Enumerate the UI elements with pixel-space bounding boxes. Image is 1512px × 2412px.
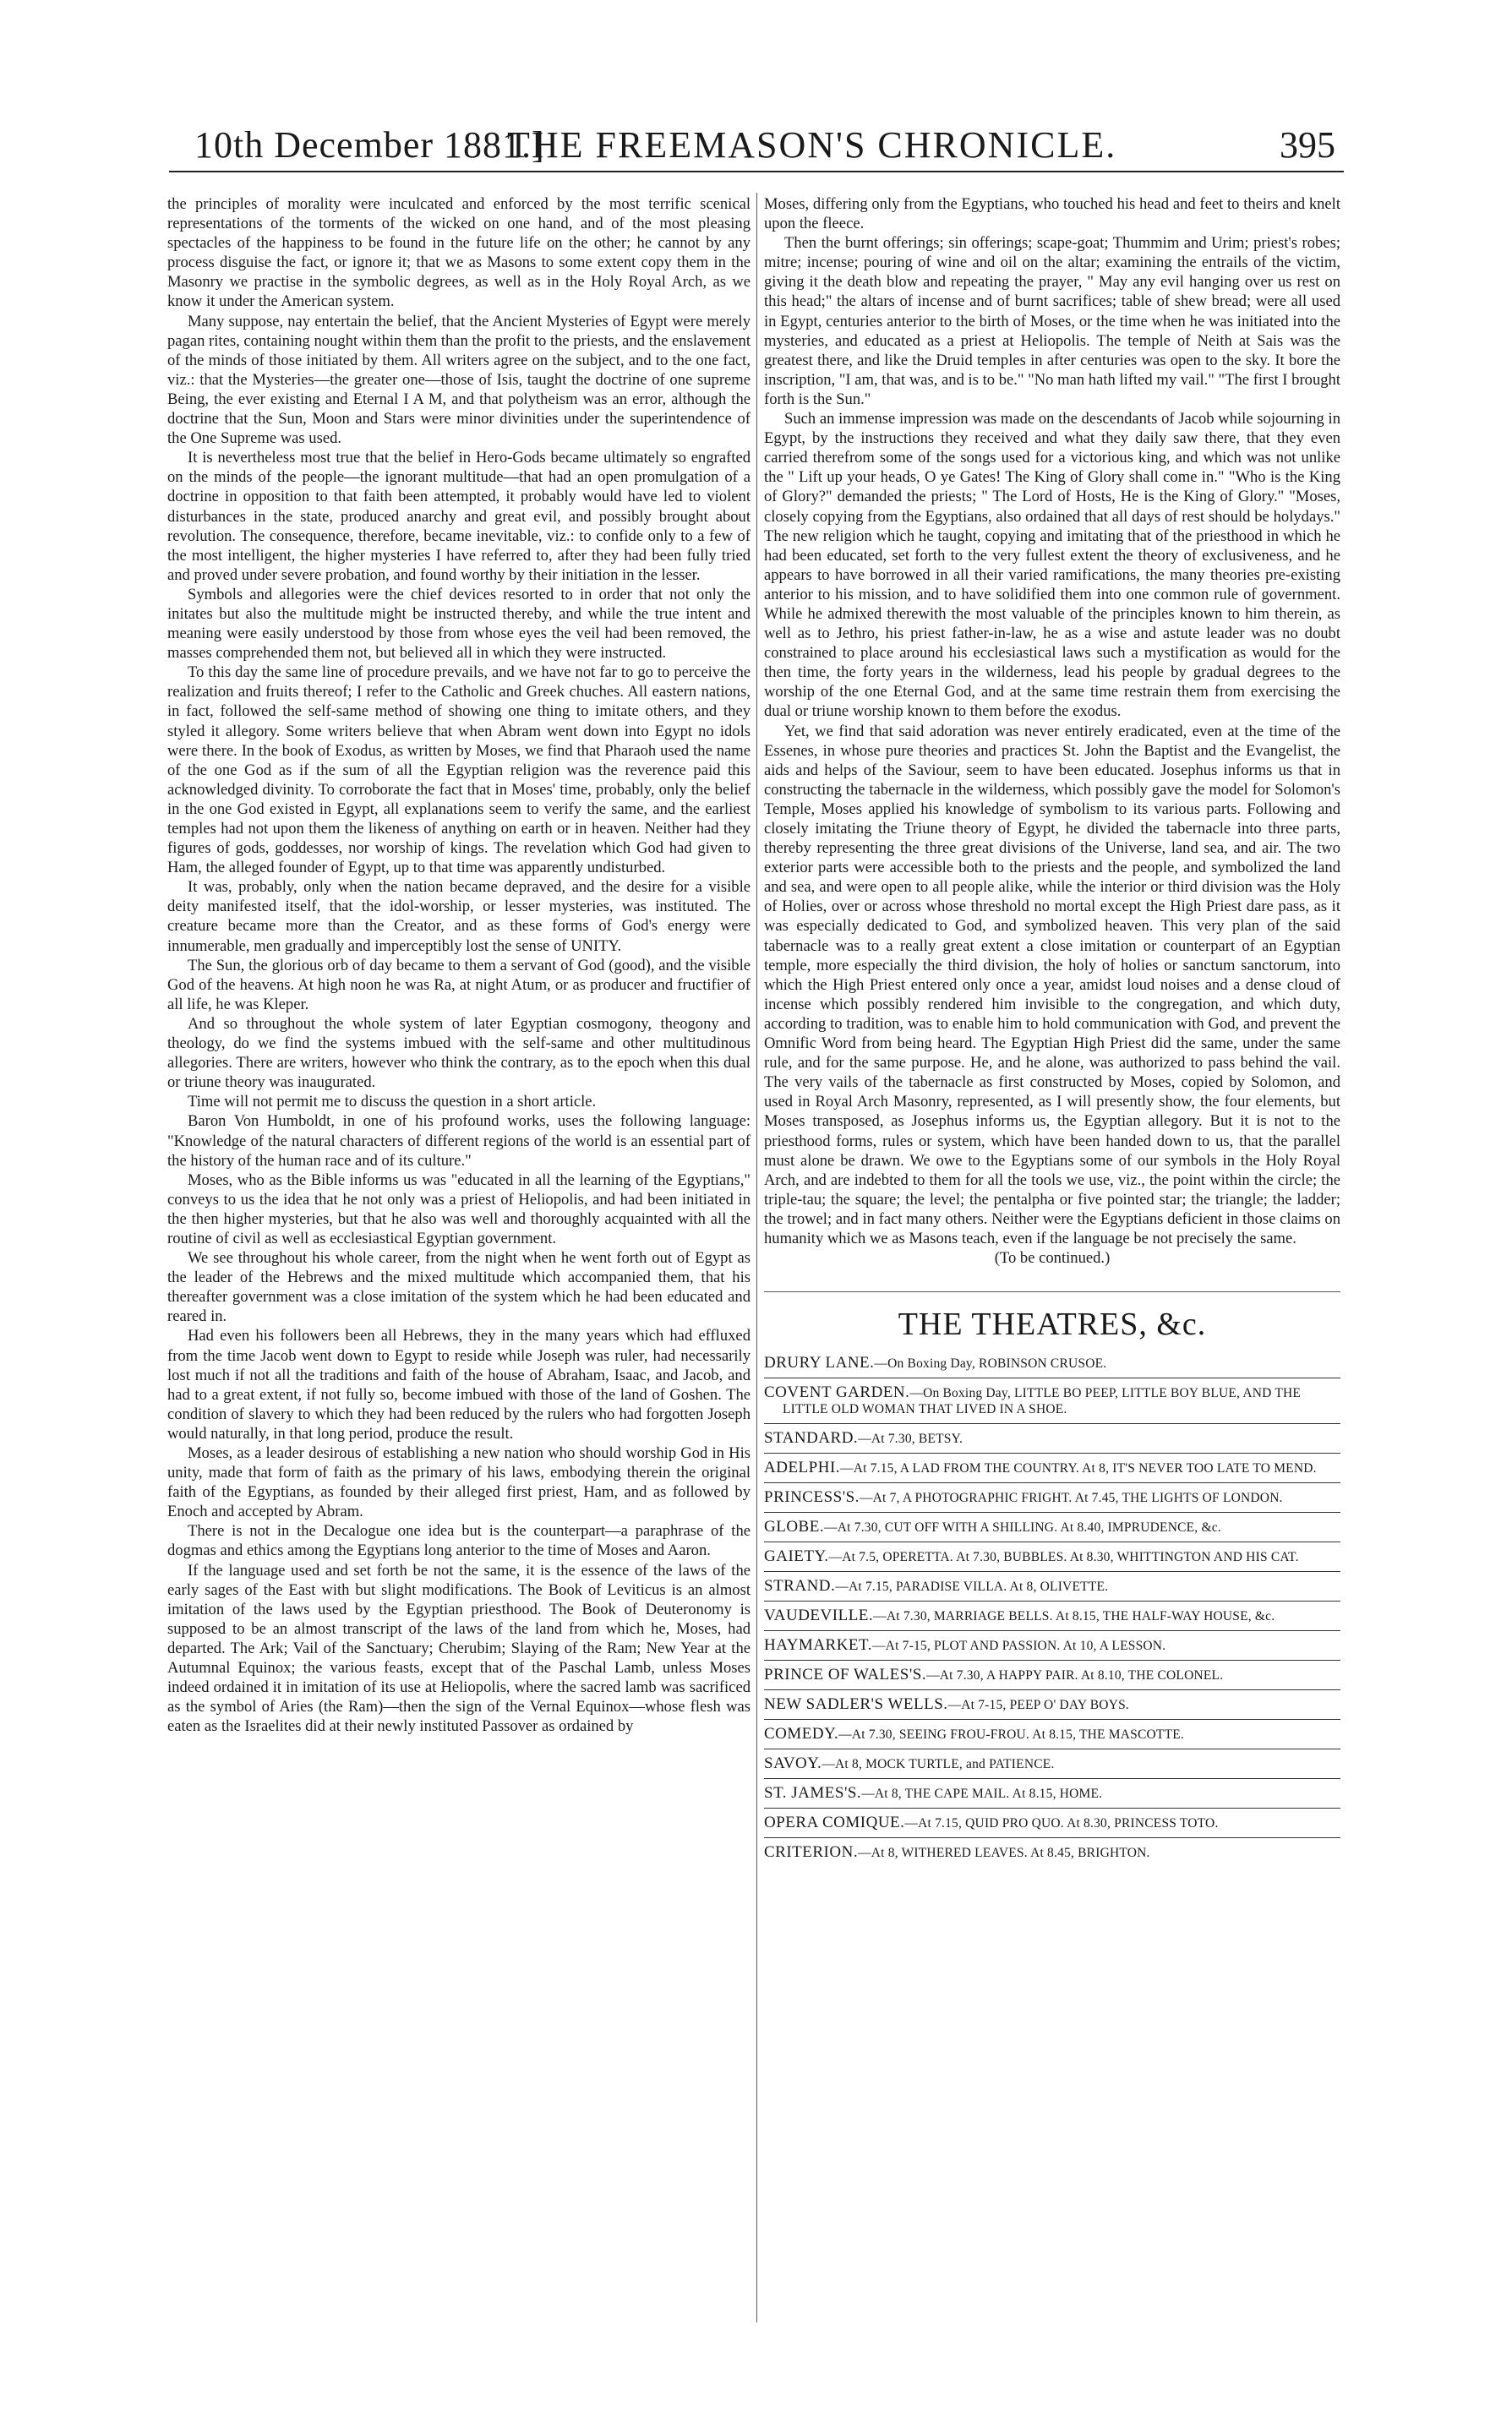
theatre-listing [764,1755,1340,1779]
theatre-name: COMEDY. [764,1725,839,1744]
theatre-listing [764,1607,1340,1631]
article-paragraph: the principles of morality were inculcated and enforced by the most terrific scenical representations of the torments of the wicked on one hand, and of the most pleasing spectacles of the happiness to be found in the future life on the other; he cannot by any process disguise the fact, or ignore it; that we as Masons to some extent copy them in the Masonry we practise in the symbolic degrees, as well as in the Holy Royal Arch, as we know it under the American system. [167,195,751,311]
column-divider [756,193,757,2322]
theatre-listing [764,1430,1340,1454]
theatre-name: GLOBE. [764,1518,825,1536]
left-column [167,194,751,1736]
theatre-listing [764,1814,1340,1838]
theatre-listing [764,1726,1340,1749]
theatre-programme: —At 7-15, PLOT AND PASSION. At 10, A LESSON. [871,1639,1166,1654]
article-paragraph: Baron Von Humboldt, in one of his profound works, uses the following language: "Knowledge of the natural characters of different regions of the world is an essential part of the history of the human race and of its culture." [167,1112,751,1170]
theatre-listing [764,1696,1340,1720]
article-paragraph: There is not in the Decalogue one idea but is the counterpart—a paraphrase of the dogmas and ethics among the Egyptians long anterior to the time of Moses and Aaron. [167,1522,751,1560]
theatre-name: DRURY LANE. [764,1354,875,1372]
theatre-programme: —At 7.15, A LAD FROM THE COUNTRY. At 8, IT'S NEVER TOO LATE TO MEND. [840,1461,1317,1476]
theatre-name: SAVOY. [764,1754,822,1773]
theatre-name: VAUDEVILLE. [764,1607,874,1625]
theatre-programme: —At 8, THE CAPE MAIL. At 8.15, HOME. [861,1787,1103,1802]
masthead-rule [169,171,1344,172]
theatre-listing [764,1844,1340,1867]
theatres-heading: THE THEATRES, &c. [898,1307,1207,1343]
theatre-listing [764,1384,1340,1424]
article-paragraph: It was, probably, only when the nation became depraved, and the desire for a visible deity manifested itself, that the idol-worship, or lesser mysteries, was instituted. The creature became more than the Creator, and as these forms of God's energy were innumerable, men gradually and imperceptibly lost the sense of UNITY. [167,878,751,955]
theatre-programme: —At 7.15, QUID PRO QUO. At 8.30, PRINCESS TOTO. [904,1816,1219,1831]
theatre-name: ST. JAMES'S. [764,1784,862,1803]
publication-title: THE FREEMASON'S CHRONICLE. [507,124,1117,166]
theatre-programme: —At 7.30, A HAPPY PAIR. At 8.10, THE COLONEL. [926,1668,1224,1683]
theatre-programme: —At 8, MOCK TURTLE, and PATIENCE. [822,1757,1055,1772]
article-paragraph: Then the burnt offerings; sin offerings; scape-goat; Thummim and Urim; priest's robes; mitre; incense; pouring of wine and oil on the altar; examining the entrails of the victim, giving it the death blow and repeating the prayer, " May any evil hanging over us rest on this head;" the altars of incense and of burnt sacrifices; table of shew bread; were all used in Egypt, centuries anterior to the birth of Moses, or the time when he was initiated into the mysteries, and educated as a priest at Heliopolis. The temple of Neith at Sais was the greatest there, and like the Druid temples in after centuries was open to the sky. It bore the inscription, "I am, that was, and is to be." "No man hath lifted my vail." "The first I brought forth is the Sun." [764,234,1340,408]
article-paragraph: Time will not permit me to discuss the question in a short article. [188,1093,597,1111]
article-paragraph: Symbols and allegories were the chief devices resorted to in order that not only the initates but also the multitude might be instructed thereby, and while the true intent and meaning were easily understood by those from whose eyes the veil had been removed, the masses comprehended them not, but believed all in which they were instructed. [167,585,751,663]
theatre-programme: —At 7-15, PEEP O' DAY BOYS. [947,1698,1129,1713]
article-continuation [764,194,1340,1248]
right-column [764,194,1340,1873]
theatre-name: COVENT GARDEN. [764,1383,910,1402]
article-paragraph: It is nevertheless most true that the belief in Hero-Gods became ultimately so engrafted on the minds of the people—the ignorant multitude—that had an open promulgation of a doctrine in opposition to that faith been attempted, it probably would have led to violent disturbances in the state, produced anarchy and great evil, and possibly brought about revolution. The consequence, therefore, became inevitable, viz.: to confide only to a few of the most intelligent, the higher mysteries I have referred to, after they had been fully tried and proved under severe probation, and found worthy by their initiation in the lesser. [167,449,751,584]
theatre-programme: —On Boxing Day, LITTLE BO PEEP, LITTLE BOY BLUE, AND THE LITTLE OLD WOMAN THAT LIVED IN A SHOE. [783,1386,1302,1417]
theatre-name: PRINCE OF WALES'S. [764,1666,927,1684]
continued-note: (To be continued.) [994,1249,1111,1268]
article-paragraph: And so throughout the whole system of later Egyptian cosmogony, theogony and theology, do we find the systems imbued with the self-same and other multitudinous allegories. There are writers, however who think the contrary, as to the epoch when this dual or triune theory was inaugurated. [167,1014,751,1092]
theatre-programme: —At 7.30, MARRIAGE BELLS. At 8.15, THE HALF-WAY HOUSE, &c. [873,1609,1275,1624]
theatre-listing [764,1519,1340,1542]
issue-date: 10th December 1881.] [194,124,545,166]
section-rule [764,1291,1340,1292]
theatre-name: NEW SADLER'S WELLS. [764,1695,948,1714]
article-paragraph: Many suppose, nay entertain the belief, that the Ancient Mysteries of Egypt were merely pagan rites, containing nought within them than the profit to the priests, and the enslavement of the minds of those initiated by them. All writers agree on the subject, and to the one fact, viz.: that the Mysteries—the greater one—those of Isis, taught the doctrine of one supreme Being, the ever existing and Eternal I A M, and that polytheism was an error, although the doctrine that the Sun, Moon and Stars were minor divinities under the superintendence of the One Supreme was used. [167,312,751,448]
article-paragraph: Moses, as a leader desirous of establishing a new nation who should worship God in His unity, made that form of faith as the primary of his laws, embodying therein the original faith of the Egyptians, as founded by their alleged first priest, Ham, and as followed by Enoch and accepted by Abram. [167,1444,751,1521]
theatre-listing [764,1785,1340,1809]
article-paragraph: If the language used and set forth be not the same, it is the essence of the laws of the early sages of the East with but slight modifications. The Book of Leviticus is an almost imitation of the laws used by the Egyptian priesthood. The Book of Deuteronomy is supposed to be an almost transcript of the laws of the land from which he, Moses, had departed. The Ark; Vail of the Sanctuary; Cherubim; Slaying of the Ram; New Year at the Autumnal Equinox; the various feasts, except that of the Paschal Lamb, unless Moses indeed ordained it in imitation of its use at Heliopolis, where the sacred lamb was sacrificed as the symbol of Aries (the Ram)—then the sign of the Vernal Equinox—whose flesh was eaten as the Israelites did at their newly instituted Passover as ordained by [167,1561,751,1736]
theatre-programme: —At 7, A PHOTOGRAPHIC FRIGHT. At 7.45, THE LIGHTS OF LONDON. [859,1491,1283,1506]
theatre-listing [764,1548,1340,1572]
theatre-name: ADELPHI. [764,1459,841,1477]
article-paragraph: Moses, who as the Bible informs us was "educated in all the learning of the Egyptians," conveys to us the idea that he not only was a priest of Heliopolis, and had been initiated in the then higher mysteries, but that he also was well and thoroughly acquainted with all the routine of civil as well as ecclesiastical Egyptian government. [167,1171,751,1247]
theatre-name: PRINCESS'S. [764,1488,860,1507]
theatre-programme: —On Boxing Day, ROBINSON CRUSOE. [874,1356,1107,1372]
theatre-name: GAIETY. [764,1547,829,1566]
theatre-listing [764,1578,1340,1602]
theatre-name: CRITERION. [764,1843,859,1862]
theatre-name: STRAND. [764,1577,836,1596]
article-paragraph: Had even his followers been all Hebrews, they in the many years which had effluxed from the time Jacob went down to Egypt to reside while Joseph was ruler, had necessarily lost much if not all the traditions and faith of the house of Abraham, Isaac, and Jacob, and had to a great extent, if not fully so, become imbued with those of the land of Goshen. The condition of slavery to which they had been reduced by the rulers who had forgotten Joseph would naturally, in that long period, produce the result. [167,1327,751,1443]
article-paragraph: Such an immense impression was made on the descendants of Jacob while sojourning in Egypt, by the instructions they received and what they daily saw there, that they even carried therefrom some of the songs used for a victorious king, and which was not unlike the " Lift up your heads, O ye Gates! The King of Glory shall come in." "Who is the King of Glory?" demanded the priests; " The Lord of Hosts, He is the King of Glory." "Moses, closely copying from the Egyptians, also ordained that all days of rest should be holydays." The new religion which he taught, copying and imitating that of the priesthood in which he had been educated, set forth to the very fullest extent the theory of exclusiveness, and he appears to have borrowed in all their varied ramifications, the many theories pre-existing anterior to his mission, and to have solidified them into one common rule of government. While he admixed therewith the most valuable of the principles known to him therein, as well as to Jethro, his priest father-in-law, he as a wise and astute leader was no doubt constrained to place around his ecclesiastical laws such a mystification as would for the then time, the forty years in the wilderness, lead his people by gradual degrees to the worship of the one Eternal God, and at the same time restrain them from exercising the dual or triune worship known to them before the exodus. [764,410,1340,721]
theatre-listing [764,1667,1340,1690]
page-number: 395 [1280,124,1335,166]
theatre-programme: —At 7.30, CUT OFF WITH A SHILLING. At 8.40, IMPRUDENCE, &c. [824,1520,1221,1536]
masthead [169,118,1344,169]
theatre-listing [764,1489,1340,1513]
theatre-programme: —At 7.15, PARADISE VILLA. At 8, OLIVETTE. [835,1580,1109,1595]
theatre-listing [764,1355,1340,1378]
theatre-list [764,1355,1340,1867]
theatre-programme: —At 7.5, OPERETTA. At 7.30, BUBBLES. At 8.30, WHITTINGTON AND HIS CAT. [828,1550,1299,1565]
theatre-listing [764,1460,1340,1483]
article-paragraph: Moses, differing only from the Egyptians, who touched his head and feet to theirs and knelt upon the fleece. [764,195,1340,233]
theatre-programme: —At 7.30, BETSY. [858,1432,963,1447]
article-paragraph: To this day the same line of procedure prevails, and we have not far to go to perceive the realization and fruits thereof; I refer to the Catholic and Greek chuches. All eastern nations, in fact, followed the self-same method of showing one thing to imitate others, and they styled it allegory. Some writers believe that when Abram went down into Egypt no idols were there. In the book of Exodus, as written by Moses, we find that Pharaoh used the name of the one God as if the sum of all the Egyptian religion was the reverence paid this acknowledged divinity. To corroborate the fact that in Moses' time, probably, only the belief in the one God existed in Egypt, all explanations seem to verify the same, and the earliest temples had not upon them the likeness of anything on earth or in heaven. Neither had they figures of gods, goddesses, nor worship of kings. The revelation which God had given to Ham, the alleged founder of Egypt, up to that time was apparently undisturbed. [167,663,751,877]
theatre-name: HAYMARKET. [764,1636,872,1655]
article-paragraph: We see throughout his whole career, from the night when he went forth out of Egypt as the leader of the Hebrews and the mixed multitude which accompanied them, that his thereafter government was a close imitation of the system which he had been educated and reared in. [167,1249,751,1326]
theatre-name: OPERA COMIQUE. [764,1814,905,1832]
theatre-programme: —At 7.30, SEEING FROU-FROU. At 8.15, THE MASCOTTE. [838,1727,1185,1743]
theatre-programme: —At 8, WITHERED LEAVES. At 8.45, BRIGHTON. [858,1846,1150,1861]
theatre-name: STANDARD. [764,1429,859,1448]
article-paragraph: The Sun, the glorious orb of day became to them a servant of God (good), and the visible God of the heavens. At high noon he was Ra, at night Atum, or as producer and fructifier of all life, he was Kleper. [167,956,751,1013]
theatre-listing [764,1637,1340,1661]
article-paragraph: Yet, we find that said adoration was never entirely eradicated, even at the time of the Essenes, in whose pure theories and practices St. John the Baptist and the Evangelist, the aids and helps of the Saviour, seem to have been educated. Josephus informs us that in constructing the tabernacle in the wilderness, which possibly gave the model for Solomon's Temple, Moses applied his knowledge of symbolism to its various parts. Following and closely imitating the Triune theory of Egypt, he divided the tabernacle into three parts, thereby representing the three great divisions of the Universe, land sea, and air. The two exterior parts were accessible both to the priests and the people, and symbolized the land and sea, and were open to all people alike, while the interior or third division was the Holy of Holies, over or across whose threshold no mortal except the High Priest dare pass, as it was especially dedicated to God, and symbolized heaven. This very plan of the said tabernacle was to a really great extent a close imitation or counterpart of an Egyptian temple, more especially the third division, the holy of holies or sanctum sanctorum, into which the High Priest entered only once a year, amidst loud noises and a dense cloud of incense which possibly rendered him invisible to the congregation, and which duty, according to tradition, was to enable him to hold communication with God, and prevent the Omnific Word from being heard. The Egyptian High Priest did the same, under the same rule, and for the same purpose. He, and he alone, was authorized to pass behind the vail. The very vails of the tabernacle as first constructed by Moses, copied by Solomon, and used in Royal Arch Masonry, represented, as I will presently show, the four elements, but Moses transposed, as Josephus informs us, the Egyptian allegory. But it is not to the priesthood forms, rules or system, which have been handed down to us, that the parallel must alone be drawn. We owe to the Egyptians some of our symbols in the Holy Royal Arch, and are indebted to them for all the tools we use, viz., the point within the circle; the triple-tau; the square; the level; the pentalpha or five pointed star; the triangle; the ladder; the trowel; and in fact many others. Neither were the Egyptians deficient in those claims on humanity which we as Masons teach, even if the language be not precisely the same. [764,722,1340,1247]
